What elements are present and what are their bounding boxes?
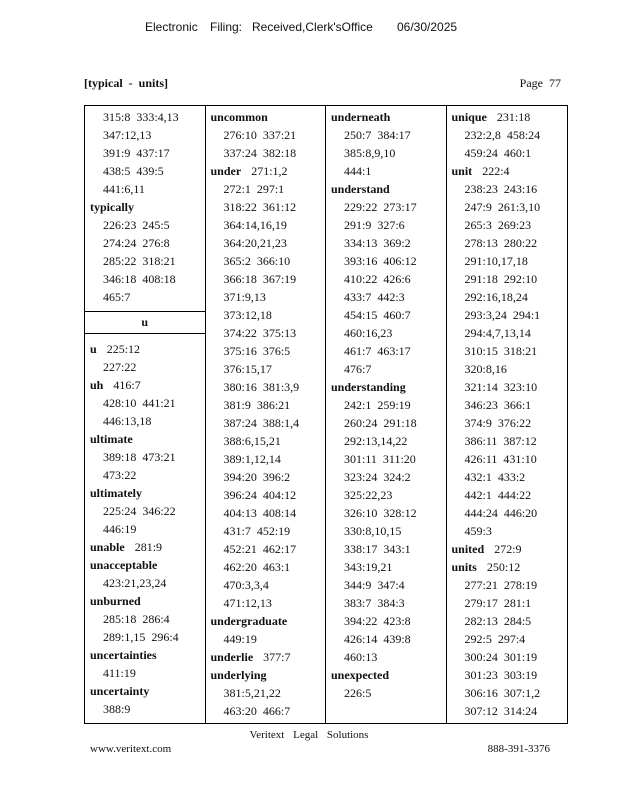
page-line-refs: 225:12 [106, 342, 141, 356]
index-column-1 [85, 106, 206, 723]
index-entry [85, 340, 205, 358]
page-line-refs: 250:12 [486, 560, 521, 574]
page-line-refs: 446:19 [103, 522, 137, 536]
header-date: 06/30/2025 [397, 20, 458, 34]
footer-company: Veritext Legal Solutions [249, 729, 369, 741]
page-line-refs: 371:9,13 [223, 290, 266, 304]
page-line-refs: 396:24 404:12 [223, 488, 297, 502]
page-line-refs: 441:6,11 [103, 182, 145, 196]
page-line-refs: 452:21 462:17 [223, 542, 297, 556]
page-line-refs: 365:2 366:10 [223, 254, 291, 268]
page-line-refs: 393:16 406:12 [344, 254, 417, 268]
page-line-refs: 238:23 243:16 [464, 182, 538, 196]
page-line-refs: 387:24 388:1,4 [223, 416, 300, 430]
page-line-refs: 383:7 384:3 [344, 596, 405, 610]
page-line-refs: 323:24 324:2 [344, 470, 411, 484]
page-line-refs: 460:16,23 [344, 326, 393, 340]
index-term: units [451, 560, 477, 574]
page-line-refs: 320:8,16 [464, 362, 507, 376]
page-line-refs: 285:22 318:21 [103, 254, 176, 268]
page-line-refs: 307:12 314:24 [464, 704, 538, 718]
page-line-refs: 344:9 347:4 [344, 578, 405, 592]
word-index-table [84, 105, 568, 724]
page-line-refs: 411:19 [103, 666, 136, 680]
page-line-refs: 300:24 301:19 [464, 650, 538, 664]
page-line-refs: 301:11 311:20 [344, 452, 416, 466]
page-line-refs: 463:20 466:7 [223, 704, 291, 718]
page-line-refs: 380:16 381:3,9 [223, 380, 300, 394]
page-line-refs: 226:23 245:5 [103, 218, 170, 232]
page-line-refs: 279:17 281:1 [464, 596, 532, 610]
page-line-refs: 423:21,23,24 [103, 576, 167, 590]
page-line-refs: 428:10 441:21 [103, 396, 176, 410]
page-line-refs: 461:7 463:17 [344, 344, 411, 358]
page-line-refs: 274:24 276:8 [103, 236, 170, 250]
index-term: uncertainties [90, 648, 157, 662]
page-line-refs: 377:7 [263, 650, 291, 664]
page-line-refs: 222:4 [482, 164, 510, 178]
page-line-refs: 470:3,3,4 [223, 578, 269, 592]
header-filing: Filing: [210, 20, 243, 34]
index-term: uncommon [210, 110, 268, 124]
page-line-refs: 473:22 [103, 468, 137, 482]
index-term: understand [331, 182, 390, 196]
page-line-refs: 292:16,18,24 [464, 290, 528, 304]
page-line-refs: 231:18 [496, 110, 531, 124]
page-line-refs: 265:3 269:23 [464, 218, 532, 232]
index-entry [85, 538, 205, 556]
page-line-refs: 381:9 386:21 [223, 398, 291, 412]
page-line-refs: 334:13 369:2 [344, 236, 411, 250]
page-line-refs: 325:22,23 [344, 488, 393, 502]
page-line-refs: 388:6,15,21 [223, 434, 281, 448]
page-line-refs: 364:14,16,19 [223, 218, 287, 232]
page-line-refs: 449:19 [223, 632, 257, 646]
page-line-refs: 374:9 376:22 [464, 416, 532, 430]
page-line-refs: 366:18 367:19 [223, 272, 297, 286]
index-term: undergraduate [210, 614, 288, 628]
index-term: u [90, 342, 97, 356]
page-line-refs: 375:16 376:5 [223, 344, 291, 358]
index-entry [206, 648, 326, 666]
index-term: united [451, 542, 485, 556]
index-entry [85, 376, 205, 394]
page-line-refs: 285:18 286:4 [103, 612, 170, 626]
page-line-refs: 444:24 446:20 [464, 506, 538, 520]
page-line-refs: 385:8,9,10 [344, 146, 396, 160]
page-line-refs: 364:20,21,23 [223, 236, 287, 250]
page-line-refs: 374:22 375:13 [223, 326, 297, 340]
index-term: underlying [210, 668, 267, 682]
page-line-refs: 404:13 408:14 [223, 506, 297, 520]
page-line-refs: 226:5 [344, 686, 372, 700]
page-line-refs: 293:3,24 294:1 [464, 308, 541, 322]
page-line-refs: 460:13 [344, 650, 378, 664]
page-line-refs: 291:18 292:10 [464, 272, 538, 286]
header-electronic: Electronic [145, 20, 198, 34]
footer-phone: 888-391-3376 [487, 743, 550, 755]
page-line-refs: 416:7 [113, 378, 141, 392]
page-line-refs: 227:22 [103, 360, 137, 374]
page-line-refs: 432:1 433:2 [464, 470, 526, 484]
page-line-refs: 426:11 431:10 [464, 452, 537, 466]
section-letter: u [85, 311, 205, 334]
page-line-refs: 306:16 307:1,2 [464, 686, 541, 700]
index-term: underlie [210, 650, 254, 664]
page-line-refs: 330:8,10,15 [344, 524, 402, 538]
page-line-refs: 386:11 387:12 [464, 434, 537, 448]
page-line-refs: 381:5,21,22 [223, 686, 281, 700]
page-line-refs: 426:14 439:8 [344, 632, 411, 646]
page-line-refs: 282:13 284:5 [464, 614, 532, 628]
index-entry [447, 108, 568, 126]
index-term: unable [90, 540, 125, 554]
page-line-refs: 459:24 460:1 [464, 146, 532, 160]
page-line-refs: 291:10,17,18 [464, 254, 528, 268]
page-line-refs: 433:7 442:3 [344, 290, 405, 304]
page-line-refs: 271:1,2 [251, 164, 288, 178]
page-line-refs: 389:1,12,14 [223, 452, 281, 466]
page-line-refs: 446:13,18 [103, 414, 152, 428]
page-line-refs: 247:9 261:3,10 [464, 200, 541, 214]
page-line-refs: 250:7 384:17 [344, 128, 411, 142]
index-entry [447, 162, 568, 180]
page-line-refs: 471:12,13 [223, 596, 272, 610]
page-line-refs: 410:22 426:6 [344, 272, 411, 286]
index-term: underneath [331, 110, 391, 124]
page-line-refs: 391:9 437:17 [103, 146, 170, 160]
page-line-refs: 459:3 [464, 524, 492, 538]
page-line-refs: 272:9 [494, 542, 522, 556]
page-line-refs: 277:21 278:19 [464, 578, 538, 592]
page-line-refs: 338:17 343:1 [344, 542, 411, 556]
index-term: unexpected [331, 668, 389, 682]
page-line-refs: 389:18 473:21 [103, 450, 176, 464]
index-entry [447, 540, 568, 558]
page-line-refs: 232:2,8 458:24 [464, 128, 541, 142]
page-line-refs: 373:12,18 [223, 308, 272, 322]
page-line-refs: 454:15 460:7 [344, 308, 411, 322]
index-term: ultimate [90, 432, 133, 446]
page-line-refs: 315:8 333:4,13 [103, 110, 179, 124]
page-line-refs: 343:19,21 [344, 560, 393, 574]
index-column-4 [447, 106, 568, 723]
page-line-refs: 347:12,13 [103, 128, 152, 142]
page-line-refs: 301:23 303:19 [464, 668, 538, 682]
page-line-refs: 294:4,7,13,14 [464, 326, 531, 340]
page-line-refs: 318:22 361:12 [223, 200, 297, 214]
page-line-refs: 292:5 297:4 [464, 632, 526, 646]
index-term: unburned [90, 594, 141, 608]
page-line-refs: 272:1 297:1 [223, 182, 285, 196]
page-line-refs: 326:10 328:12 [344, 506, 417, 520]
page-line-refs: 388:9 [103, 702, 131, 716]
index-term: uncertainty [90, 684, 150, 698]
index-term: ultimately [90, 486, 142, 500]
index-term: unique [451, 110, 487, 124]
page-line-refs: 278:13 280:22 [464, 236, 538, 250]
page-line-refs: 337:24 382:18 [223, 146, 297, 160]
page-line-refs: 321:14 323:10 [464, 380, 538, 394]
index-term: unacceptable [90, 558, 158, 572]
page-line-refs: 465:7 [103, 290, 131, 304]
page-line-refs: 346:23 366:1 [464, 398, 532, 412]
page-line-refs: 276:10 337:21 [223, 128, 297, 142]
page-line-refs: 476:7 [344, 362, 372, 376]
page-line-refs: 225:24 346:22 [103, 504, 176, 518]
page-line-refs: 289:1,15 296:4 [103, 630, 179, 644]
page-line-refs: 229:22 273:17 [344, 200, 417, 214]
page-line-refs: 242:1 259:19 [344, 398, 411, 412]
page-line-refs: 291:9 327:6 [344, 218, 405, 232]
page-line-refs: 462:20 463:1 [223, 560, 291, 574]
page-line-refs: 376:15,17 [223, 362, 272, 376]
page-line-refs: 310:15 318:21 [464, 344, 538, 358]
page-line-refs: 281:9 [134, 540, 163, 554]
index-term: understanding [331, 380, 406, 394]
page-line-refs: 292:13,14,22 [344, 434, 408, 448]
footer-website: www.veritext.com [90, 743, 172, 755]
index-term: typically [90, 200, 134, 214]
index-term: uh [90, 378, 104, 392]
page-line-refs: 260:24 291:18 [344, 416, 417, 430]
index-column-2 [206, 106, 327, 723]
index-column-3 [326, 106, 447, 723]
page-line-refs: 346:18 408:18 [103, 272, 176, 286]
page-number: Page 77 [519, 76, 561, 90]
page-line-refs: 394:22 423:8 [344, 614, 411, 628]
page-line-refs: 431:7 452:19 [223, 524, 291, 538]
page-line-refs: 438:5 439:5 [103, 164, 164, 178]
page-line-refs: 394:20 396:2 [223, 470, 291, 484]
header-received: Received,Clerk'sOffice [252, 20, 373, 34]
index-entry [447, 558, 568, 576]
index-term: unit [451, 164, 473, 178]
page-line-refs: 442:1 444:22 [464, 488, 532, 502]
index-term: under [210, 164, 242, 178]
index-range: [typical - units] [84, 76, 168, 90]
page-line-refs: 444:1 [344, 164, 372, 178]
index-entry [206, 162, 326, 180]
